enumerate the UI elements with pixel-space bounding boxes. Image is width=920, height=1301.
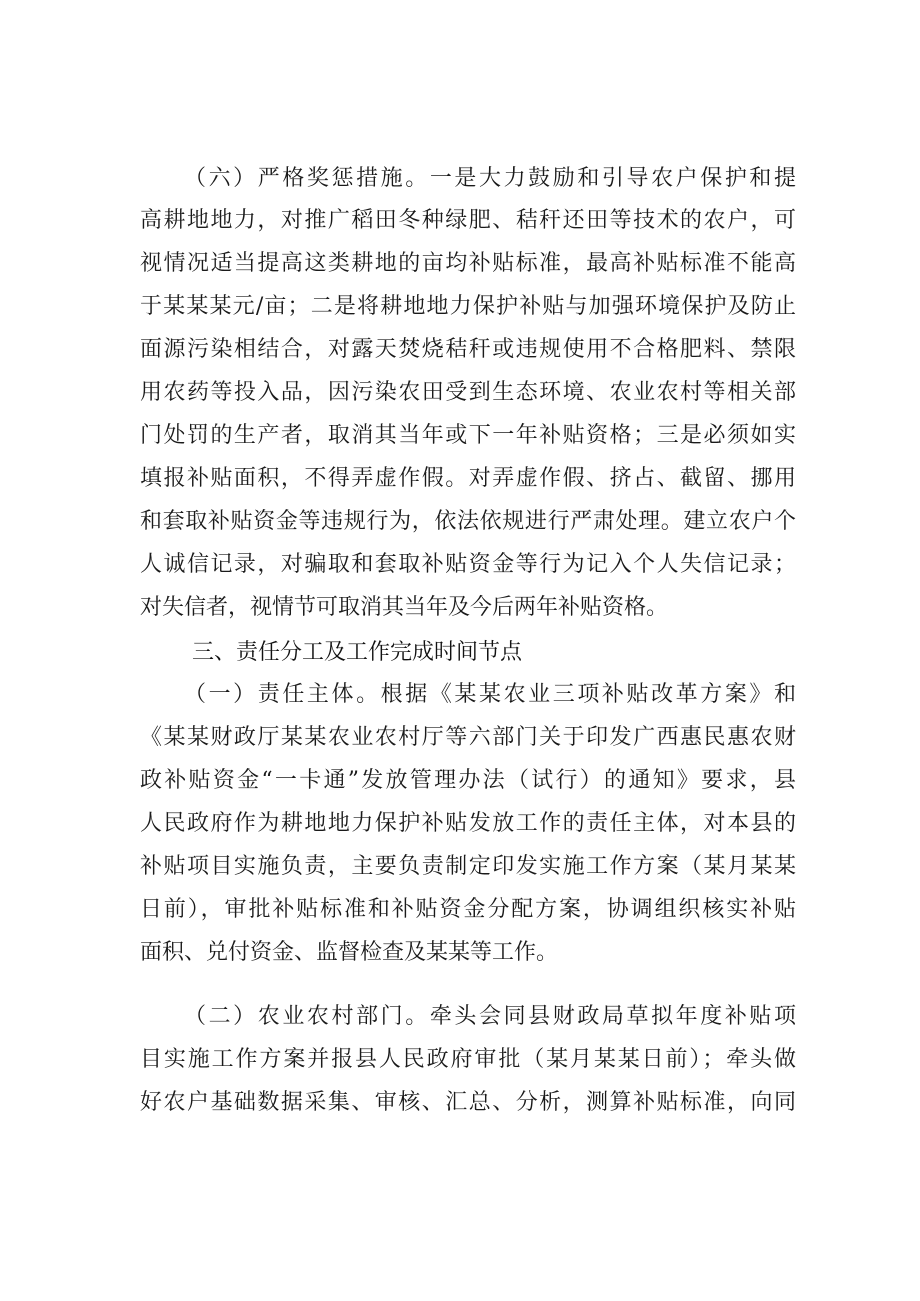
paragraph-line: 人民政府作为耕地地力保护补贴发放工作的责任主体，对本县的	[140, 811, 796, 836]
paragraph-line: 面积、兑付资金、监督检查及某某等工作。	[140, 940, 559, 965]
paragraph-line: 高耕地地力，对推广稻田冬种绿肥、秸秆还田等技术的农户，可	[140, 208, 796, 233]
paragraph-line: 好农户基础数据采集、审核、汇总、分析，测算补贴标准，向同	[140, 1090, 796, 1115]
paragraph-line: 对失信者，视情节可取消其当年及今后两年补贴资格。	[140, 595, 669, 620]
paragraph-line: 面源污染相结合，对露天焚烧秸秆或违规使用不合格肥料、禁限	[140, 337, 796, 362]
paragraph-line: 填报补贴面积，不得弄虚作假。对弄虚作假、挤占、截留、挪用	[140, 466, 796, 491]
paragraph-line: 于某某某元/亩；二是将耕地地力保护补贴与加强环境保护及防止	[140, 294, 796, 319]
paragraph-line: （一）责任主体。根据《某某农业三项补贴改革方案》和	[184, 682, 796, 707]
paragraph-line: 补贴项目实施负责，主要负责制定印发实施工作方案（某月某某	[140, 854, 796, 879]
paragraph-line: 和套取补贴资金等违规行为，依法依规进行严肃处理。建立农户个	[140, 509, 796, 534]
paragraph-line: 《某某财政厅某某农业农村厅等六部门关于印发广西惠民惠农财	[140, 725, 796, 750]
paragraph-line: （二）农业农村部门。牵头会同县财政局草拟年度补贴项	[184, 1004, 796, 1029]
paragraph-line: 用农药等投入品，因污染农田受到生态环境、农业农村等相关部	[140, 380, 796, 405]
section-heading: 三、责任分工及工作完成时间节点	[192, 640, 523, 665]
paragraph-line: 人诚信记录，对骗取和套取补贴资金等行为记入个人失信记录；	[140, 552, 796, 577]
paragraph-line: 视情况适当提高这类耕地的亩均补贴标准，最高补贴标准不能高	[140, 251, 796, 276]
paragraph-line: 目实施工作方案并报县人民政府审批（某月某某日前）；牵头做	[140, 1047, 796, 1072]
paragraph-line: （六）严格奖惩措施。一是大力鼓励和引导农户保护和提	[184, 166, 796, 191]
paragraph-line: 政补贴资金“一卡通”发放管理办法（试行）的通知》要求，县	[140, 768, 796, 793]
paragraph-line: 门处罚的生产者，取消其当年或下一年补贴资格；三是必须如实	[140, 423, 796, 448]
paragraph-line: 日前），审批补贴标准和补贴资金分配方案，协调组织核实补贴	[140, 897, 796, 922]
